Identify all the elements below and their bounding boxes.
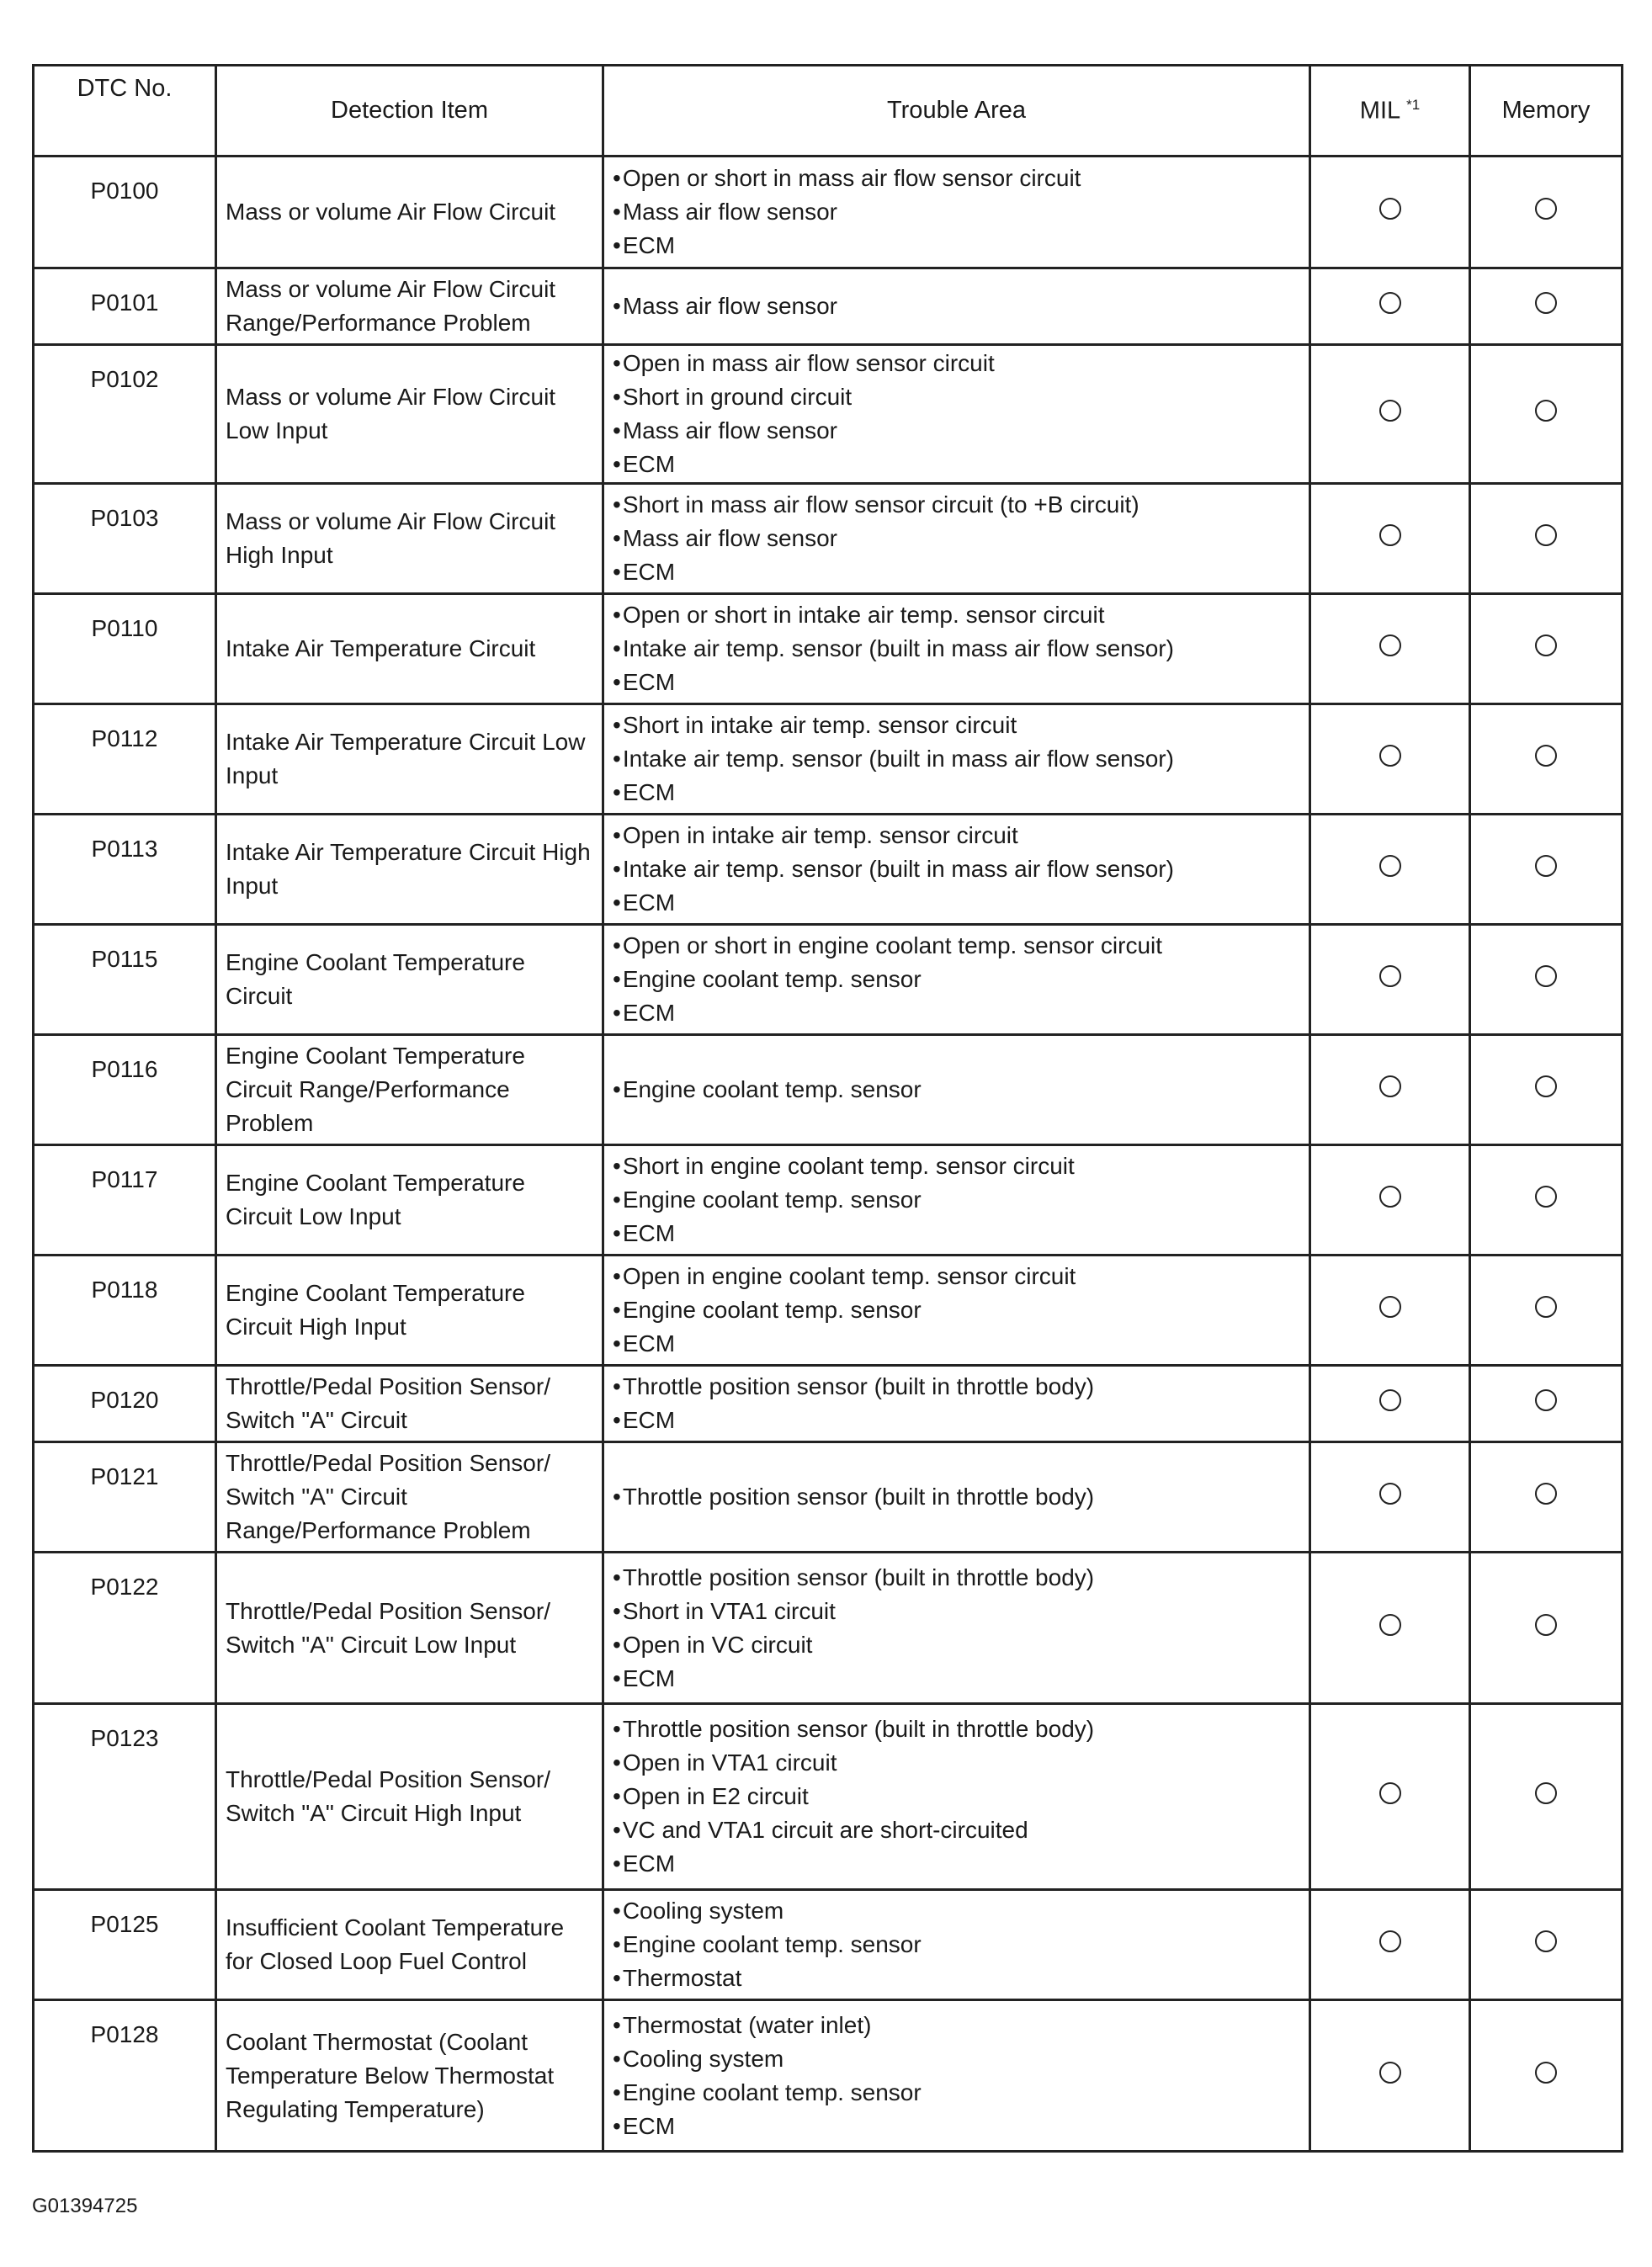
mil-cell — [1310, 1145, 1470, 1256]
mil-cell — [1310, 1256, 1470, 1366]
memory-cell — [1470, 704, 1623, 815]
trouble-area — [603, 2000, 1310, 2152]
dtc-code: P0110 — [34, 594, 216, 704]
mil-cell — [1310, 1442, 1470, 1553]
trouble-area-item: • ECM — [613, 996, 1308, 1030]
mil-circle-icon — [1379, 855, 1401, 877]
detection-item: Intake Air Temperature Circuit Low Input — [216, 704, 603, 815]
table-row — [34, 594, 1623, 704]
trouble-area-item: • ECM — [613, 1327, 1308, 1361]
memory-circle-icon — [1535, 400, 1557, 422]
mil-circle-icon — [1379, 634, 1401, 656]
trouble-area-item: • Open in VTA1 circuit — [613, 1746, 1308, 1780]
mil-cell — [1310, 484, 1470, 594]
mil-circle-icon — [1379, 292, 1401, 314]
header-mil-label: MIL — [1359, 97, 1400, 125]
memory-circle-icon — [1535, 634, 1557, 656]
trouble-area-item: • ECM — [613, 776, 1308, 810]
table-row — [34, 268, 1623, 345]
trouble-area-item: • ECM — [613, 2110, 1308, 2143]
mil-cell — [1310, 704, 1470, 815]
trouble-area-item: • Open or short in engine coolant temp. sensor circuit — [613, 929, 1308, 963]
trouble-area-item: • Mass air flow sensor — [613, 289, 1308, 323]
mil-circle-icon — [1379, 1296, 1401, 1318]
mil-circle-icon — [1379, 745, 1401, 767]
dtc-code: P0103 — [34, 484, 216, 594]
dtc-code: P0118 — [34, 1256, 216, 1366]
memory-cell — [1470, 594, 1623, 704]
mil-cell — [1310, 1035, 1470, 1145]
mil-circle-icon — [1379, 1614, 1401, 1636]
trouble-area-item: • ECM — [613, 1847, 1308, 1881]
memory-cell — [1470, 1256, 1623, 1366]
trouble-area-item: • VC and VTA1 circuit are short-circuited — [613, 1813, 1308, 1847]
memory-circle-icon — [1535, 1483, 1557, 1505]
header-mil — [1310, 66, 1470, 157]
memory-cell — [1470, 345, 1623, 484]
mil-cell — [1310, 157, 1470, 268]
dtc-code: P0113 — [34, 815, 216, 925]
mil-cell — [1310, 815, 1470, 925]
mil-circle-icon — [1379, 524, 1401, 546]
dtc-code: P0117 — [34, 1145, 216, 1256]
detection-item: Mass or volume Air Flow Circuit High Input — [216, 484, 603, 594]
mil-circle-icon — [1379, 1930, 1401, 1952]
trouble-area-item: • Throttle position sensor (built in throttle body) — [613, 1712, 1308, 1746]
memory-cell — [1470, 1035, 1623, 1145]
memory-circle-icon — [1535, 1296, 1557, 1318]
table-row — [34, 157, 1623, 268]
mil-cell — [1310, 1553, 1470, 1704]
trouble-area-item: • Short in engine coolant temp. sensor circuit — [613, 1149, 1308, 1183]
header-memory: Memory — [1470, 66, 1623, 157]
memory-circle-icon — [1535, 745, 1557, 767]
header-trouble-area: Trouble Area — [603, 66, 1310, 157]
memory-circle-icon — [1535, 198, 1557, 220]
table-row — [34, 1256, 1623, 1366]
trouble-area-item: • Mass air flow sensor — [613, 414, 1308, 448]
trouble-area-item: • Thermostat — [613, 1962, 1308, 1995]
memory-cell — [1470, 1704, 1623, 1890]
mil-circle-icon — [1379, 1782, 1401, 1804]
trouble-area — [603, 594, 1310, 704]
detection-item: Throttle/Pedal Position Sensor/ Switch "A" Circuit — [216, 1366, 603, 1442]
trouble-area-item: • ECM — [613, 886, 1308, 920]
trouble-area-item: • Engine coolant temp. sensor — [613, 1183, 1308, 1217]
memory-circle-icon — [1535, 1389, 1557, 1411]
trouble-area-item: • ECM — [613, 1217, 1308, 1250]
trouble-area-item: • Open or short in mass air flow sensor circuit — [613, 162, 1308, 195]
memory-circle-icon — [1535, 1614, 1557, 1636]
detection-item: Throttle/Pedal Position Sensor/ Switch "A" Circuit Range/Performance Problem — [216, 1442, 603, 1553]
mil-circle-icon — [1379, 1483, 1401, 1505]
memory-circle-icon — [1535, 2062, 1557, 2084]
trouble-area — [603, 1035, 1310, 1145]
dtc-code: P0123 — [34, 1704, 216, 1890]
table-row — [34, 484, 1623, 594]
mil-cell — [1310, 268, 1470, 345]
dtc-code: P0112 — [34, 704, 216, 815]
trouble-area-item: • Cooling system — [613, 2042, 1308, 2076]
table-row — [34, 815, 1623, 925]
header-dtc: DTC No. — [34, 66, 216, 157]
trouble-area-item: • Throttle position sensor (built in throttle body) — [613, 1561, 1308, 1595]
trouble-area-item: • Short in ground circuit — [613, 380, 1308, 414]
trouble-area-item: • Engine coolant temp. sensor — [613, 1293, 1308, 1327]
dtc-table-body — [34, 157, 1623, 2152]
table-row — [34, 2000, 1623, 2152]
dtc-code: P0100 — [34, 157, 216, 268]
trouble-area-item: • ECM — [613, 229, 1308, 263]
detection-item: Engine Coolant Temperature Circuit Low Input — [216, 1145, 603, 1256]
trouble-area — [603, 1256, 1310, 1366]
trouble-area-item: • ECM — [613, 555, 1308, 589]
trouble-area-item: • ECM — [613, 1404, 1308, 1437]
memory-circle-icon — [1535, 524, 1557, 546]
memory-circle-icon — [1535, 965, 1557, 987]
mil-circle-icon — [1379, 2062, 1401, 2084]
mil-cell — [1310, 925, 1470, 1035]
mil-cell — [1310, 594, 1470, 704]
memory-circle-icon — [1535, 855, 1557, 877]
mil-circle-icon — [1379, 1186, 1401, 1208]
memory-circle-icon — [1535, 1186, 1557, 1208]
trouble-area-item: • Mass air flow sensor — [613, 195, 1308, 229]
figure-id: G01394725 — [32, 2195, 138, 2217]
trouble-area-item: • Intake air temp. sensor (built in mass air flow sensor) — [613, 852, 1308, 886]
header-row — [34, 66, 1623, 157]
memory-cell — [1470, 157, 1623, 268]
trouble-area-item: • Open in intake air temp. sensor circuit — [613, 819, 1308, 852]
trouble-area-item: • Cooling system — [613, 1894, 1308, 1928]
mil-circle-icon — [1379, 198, 1401, 220]
detection-item: Engine Coolant Temperature Circuit — [216, 925, 603, 1035]
detection-item: Intake Air Temperature Circuit — [216, 594, 603, 704]
trouble-area-item: • Engine coolant temp. sensor — [613, 1073, 1308, 1107]
trouble-area-item: • Open in mass air flow sensor circuit — [613, 347, 1308, 380]
table-row — [34, 704, 1623, 815]
memory-cell — [1470, 1442, 1623, 1553]
memory-cell — [1470, 1366, 1623, 1442]
detection-item: Mass or volume Air Flow Circuit — [216, 157, 603, 268]
trouble-area-item: • Engine coolant temp. sensor — [613, 2076, 1308, 2110]
memory-circle-icon — [1535, 1782, 1557, 1804]
memory-cell — [1470, 484, 1623, 594]
trouble-area-item: • ECM — [613, 1662, 1308, 1696]
mil-circle-icon — [1379, 1389, 1401, 1411]
trouble-area — [603, 1704, 1310, 1890]
table-row — [34, 1366, 1623, 1442]
table-row — [34, 1553, 1623, 1704]
mil-circle-icon — [1379, 965, 1401, 987]
trouble-area — [603, 815, 1310, 925]
trouble-area-item: • ECM — [613, 666, 1308, 699]
trouble-area-item: • Short in intake air temp. sensor circuit — [613, 709, 1308, 742]
dtc-code: P0120 — [34, 1366, 216, 1442]
memory-circle-icon — [1535, 1075, 1557, 1097]
mil-cell — [1310, 1704, 1470, 1890]
trouble-area — [603, 345, 1310, 484]
memory-cell — [1470, 815, 1623, 925]
dtc-code: P0116 — [34, 1035, 216, 1145]
detection-item: Insufficient Coolant Temperature for Closed Loop Fuel Control — [216, 1890, 603, 2000]
footnote-marker: *1 — [1406, 96, 1421, 113]
detection-item: Coolant Thermostat (Coolant Temperature Below Thermostat Regulating Temperature) — [216, 2000, 603, 2152]
dtc-code: P0121 — [34, 1442, 216, 1553]
dtc-code: P0125 — [34, 1890, 216, 2000]
detection-item: Mass or volume Air Flow Circuit Low Input — [216, 345, 603, 484]
trouble-area — [603, 1442, 1310, 1553]
trouble-area-item: • Open in E2 circuit — [613, 1780, 1308, 1813]
trouble-area — [603, 1553, 1310, 1704]
dtc-table — [32, 64, 1623, 2153]
trouble-area-item: • Intake air temp. sensor (built in mass air flow sensor) — [613, 742, 1308, 776]
table-row — [34, 1704, 1623, 1890]
mil-cell — [1310, 1366, 1470, 1442]
dtc-code: P0128 — [34, 2000, 216, 2152]
detection-item: Engine Coolant Temperature Circuit High Input — [216, 1256, 603, 1366]
trouble-area-item: • Open in engine coolant temp. sensor circuit — [613, 1260, 1308, 1293]
trouble-area-item: • Throttle position sensor (built in throttle body) — [613, 1480, 1308, 1514]
trouble-area — [603, 925, 1310, 1035]
table-row — [34, 345, 1623, 484]
trouble-area — [603, 1890, 1310, 2000]
trouble-area-item: • Throttle position sensor (built in throttle body) — [613, 1370, 1308, 1404]
trouble-area-item: • Intake air temp. sensor (built in mass air flow sensor) — [613, 632, 1308, 666]
trouble-area-item: • Open in VC circuit — [613, 1628, 1308, 1662]
trouble-area-item: • Short in mass air flow sensor circuit (to +B circuit) — [613, 488, 1308, 522]
detection-item: Throttle/Pedal Position Sensor/ Switch "A" Circuit High Input — [216, 1704, 603, 1890]
table-row — [34, 1890, 1623, 2000]
trouble-area-item: • ECM — [613, 448, 1308, 481]
header-detection-item: Detection Item — [216, 66, 603, 157]
memory-cell — [1470, 2000, 1623, 2152]
trouble-area-item: • Thermostat (water inlet) — [613, 2009, 1308, 2042]
memory-cell — [1470, 925, 1623, 1035]
trouble-area-item: • Short in VTA1 circuit — [613, 1595, 1308, 1628]
dtc-code: P0122 — [34, 1553, 216, 1704]
trouble-area — [603, 484, 1310, 594]
table-row — [34, 925, 1623, 1035]
trouble-area — [603, 157, 1310, 268]
trouble-area — [603, 1366, 1310, 1442]
trouble-area — [603, 704, 1310, 815]
trouble-area — [603, 268, 1310, 345]
dtc-code: P0102 — [34, 345, 216, 484]
mil-circle-icon — [1379, 400, 1401, 422]
mil-cell — [1310, 2000, 1470, 2152]
mil-cell — [1310, 1890, 1470, 2000]
mil-cell — [1310, 345, 1470, 484]
memory-cell — [1470, 1145, 1623, 1256]
mil-circle-icon — [1379, 1075, 1401, 1097]
detection-item: Intake Air Temperature Circuit High Input — [216, 815, 603, 925]
trouble-area-item: • Open or short in intake air temp. sensor circuit — [613, 598, 1308, 632]
memory-cell — [1470, 1553, 1623, 1704]
memory-cell — [1470, 1890, 1623, 2000]
memory-circle-icon — [1535, 292, 1557, 314]
detection-item: Throttle/Pedal Position Sensor/ Switch "A" Circuit Low Input — [216, 1553, 603, 1704]
dtc-code: P0101 — [34, 268, 216, 345]
trouble-area — [603, 1145, 1310, 1256]
table-row — [34, 1442, 1623, 1553]
trouble-area-item: • Mass air flow sensor — [613, 522, 1308, 555]
trouble-area-item: • Engine coolant temp. sensor — [613, 1928, 1308, 1962]
memory-circle-icon — [1535, 1930, 1557, 1952]
dtc-code: P0115 — [34, 925, 216, 1035]
table-row — [34, 1035, 1623, 1145]
memory-cell — [1470, 268, 1623, 345]
table-row — [34, 1145, 1623, 1256]
trouble-area-item: • Engine coolant temp. sensor — [613, 963, 1308, 996]
detection-item: Engine Coolant Temperature Circuit Range/Performance Problem — [216, 1035, 603, 1145]
detection-item: Mass or volume Air Flow Circuit Range/Performance Problem — [216, 268, 603, 345]
